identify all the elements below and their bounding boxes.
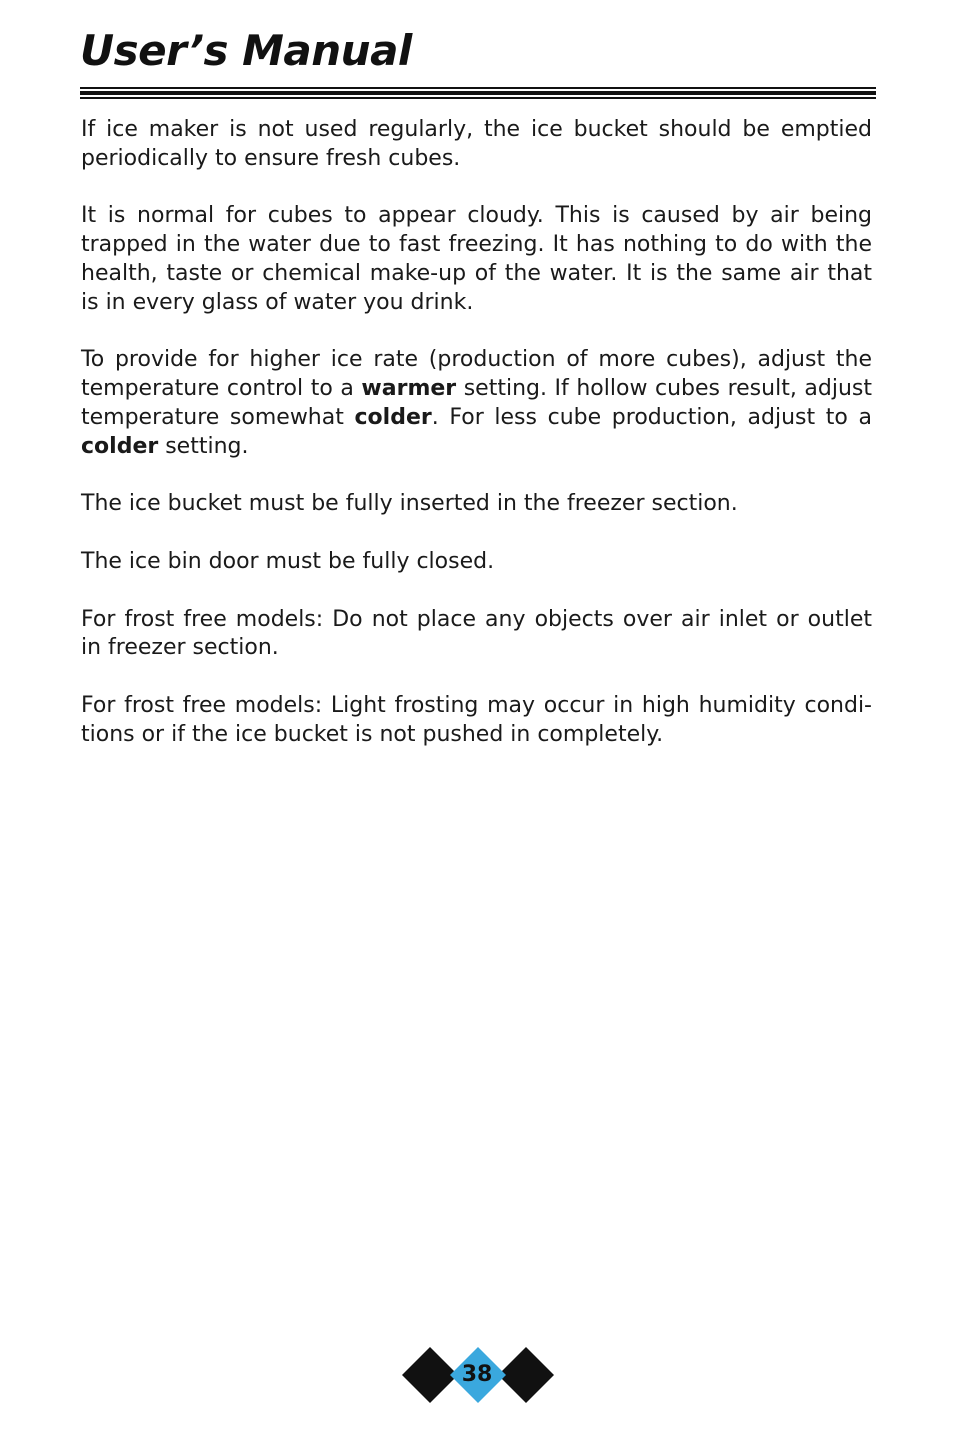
- paragraph-frost-free-frosting: For frost free models: Light frosting may occur in high humidity condi-tions or if the ice bucket is not pushed in completely.: [81, 692, 872, 747]
- ice-rate-text-1: To provide for higher ice rate (production of more cubes), adjust the temperature control to a: [81, 347, 872, 402]
- body-text: [81, 116, 872, 778]
- page-title: User’s Manual: [80, 26, 412, 75]
- ice-rate-text-3: . For less cube production, adjust to a: [431, 404, 873, 430]
- right-diamond-icon: [498, 1347, 554, 1403]
- title-rule-middle: [80, 91, 876, 95]
- title-rule-top: [80, 87, 876, 89]
- ice-rate-emphasis-colder: colder: [354, 404, 432, 430]
- ice-rate-text-2: setting. If hollow cubes result, adjust temperature somewhat: [81, 376, 872, 430]
- paragraph-cloudy-cubes: It is normal for cubes to appear cloudy. This is caused by air being trapped in the water due to fast freezing. It has nothing to do with the health, taste or chemical make-up of the water. It is the same air that is in every glass of water you drink.: [81, 203, 872, 315]
- paragraph-bin-door: The ice bin door must be fully closed.: [81, 548, 495, 574]
- paragraph-frost-free-objects: For frost free models: Do not place any objects over air inlet or outlet in freezer section.: [81, 606, 872, 661]
- paragraph-bucket-inserted: The ice bucket must be fully inserted in the freezer section.: [81, 491, 738, 517]
- paragraph-ice-rate: [81, 346, 872, 461]
- paragraph-ice-bucket-emptying: If ice maker is not used regularly, the ice bucket should be emptied periodically to ensure fresh cubes.: [81, 117, 872, 171]
- page-number: 38: [461, 1362, 493, 1387]
- title-rule-bottom: [80, 97, 876, 99]
- left-diamond-icon: [402, 1347, 458, 1403]
- ice-rate-emphasis-colder-2: colder: [81, 433, 159, 459]
- ice-rate-emphasis-warmer: warmer: [361, 376, 457, 402]
- ice-rate-text-4: setting.: [158, 433, 249, 459]
